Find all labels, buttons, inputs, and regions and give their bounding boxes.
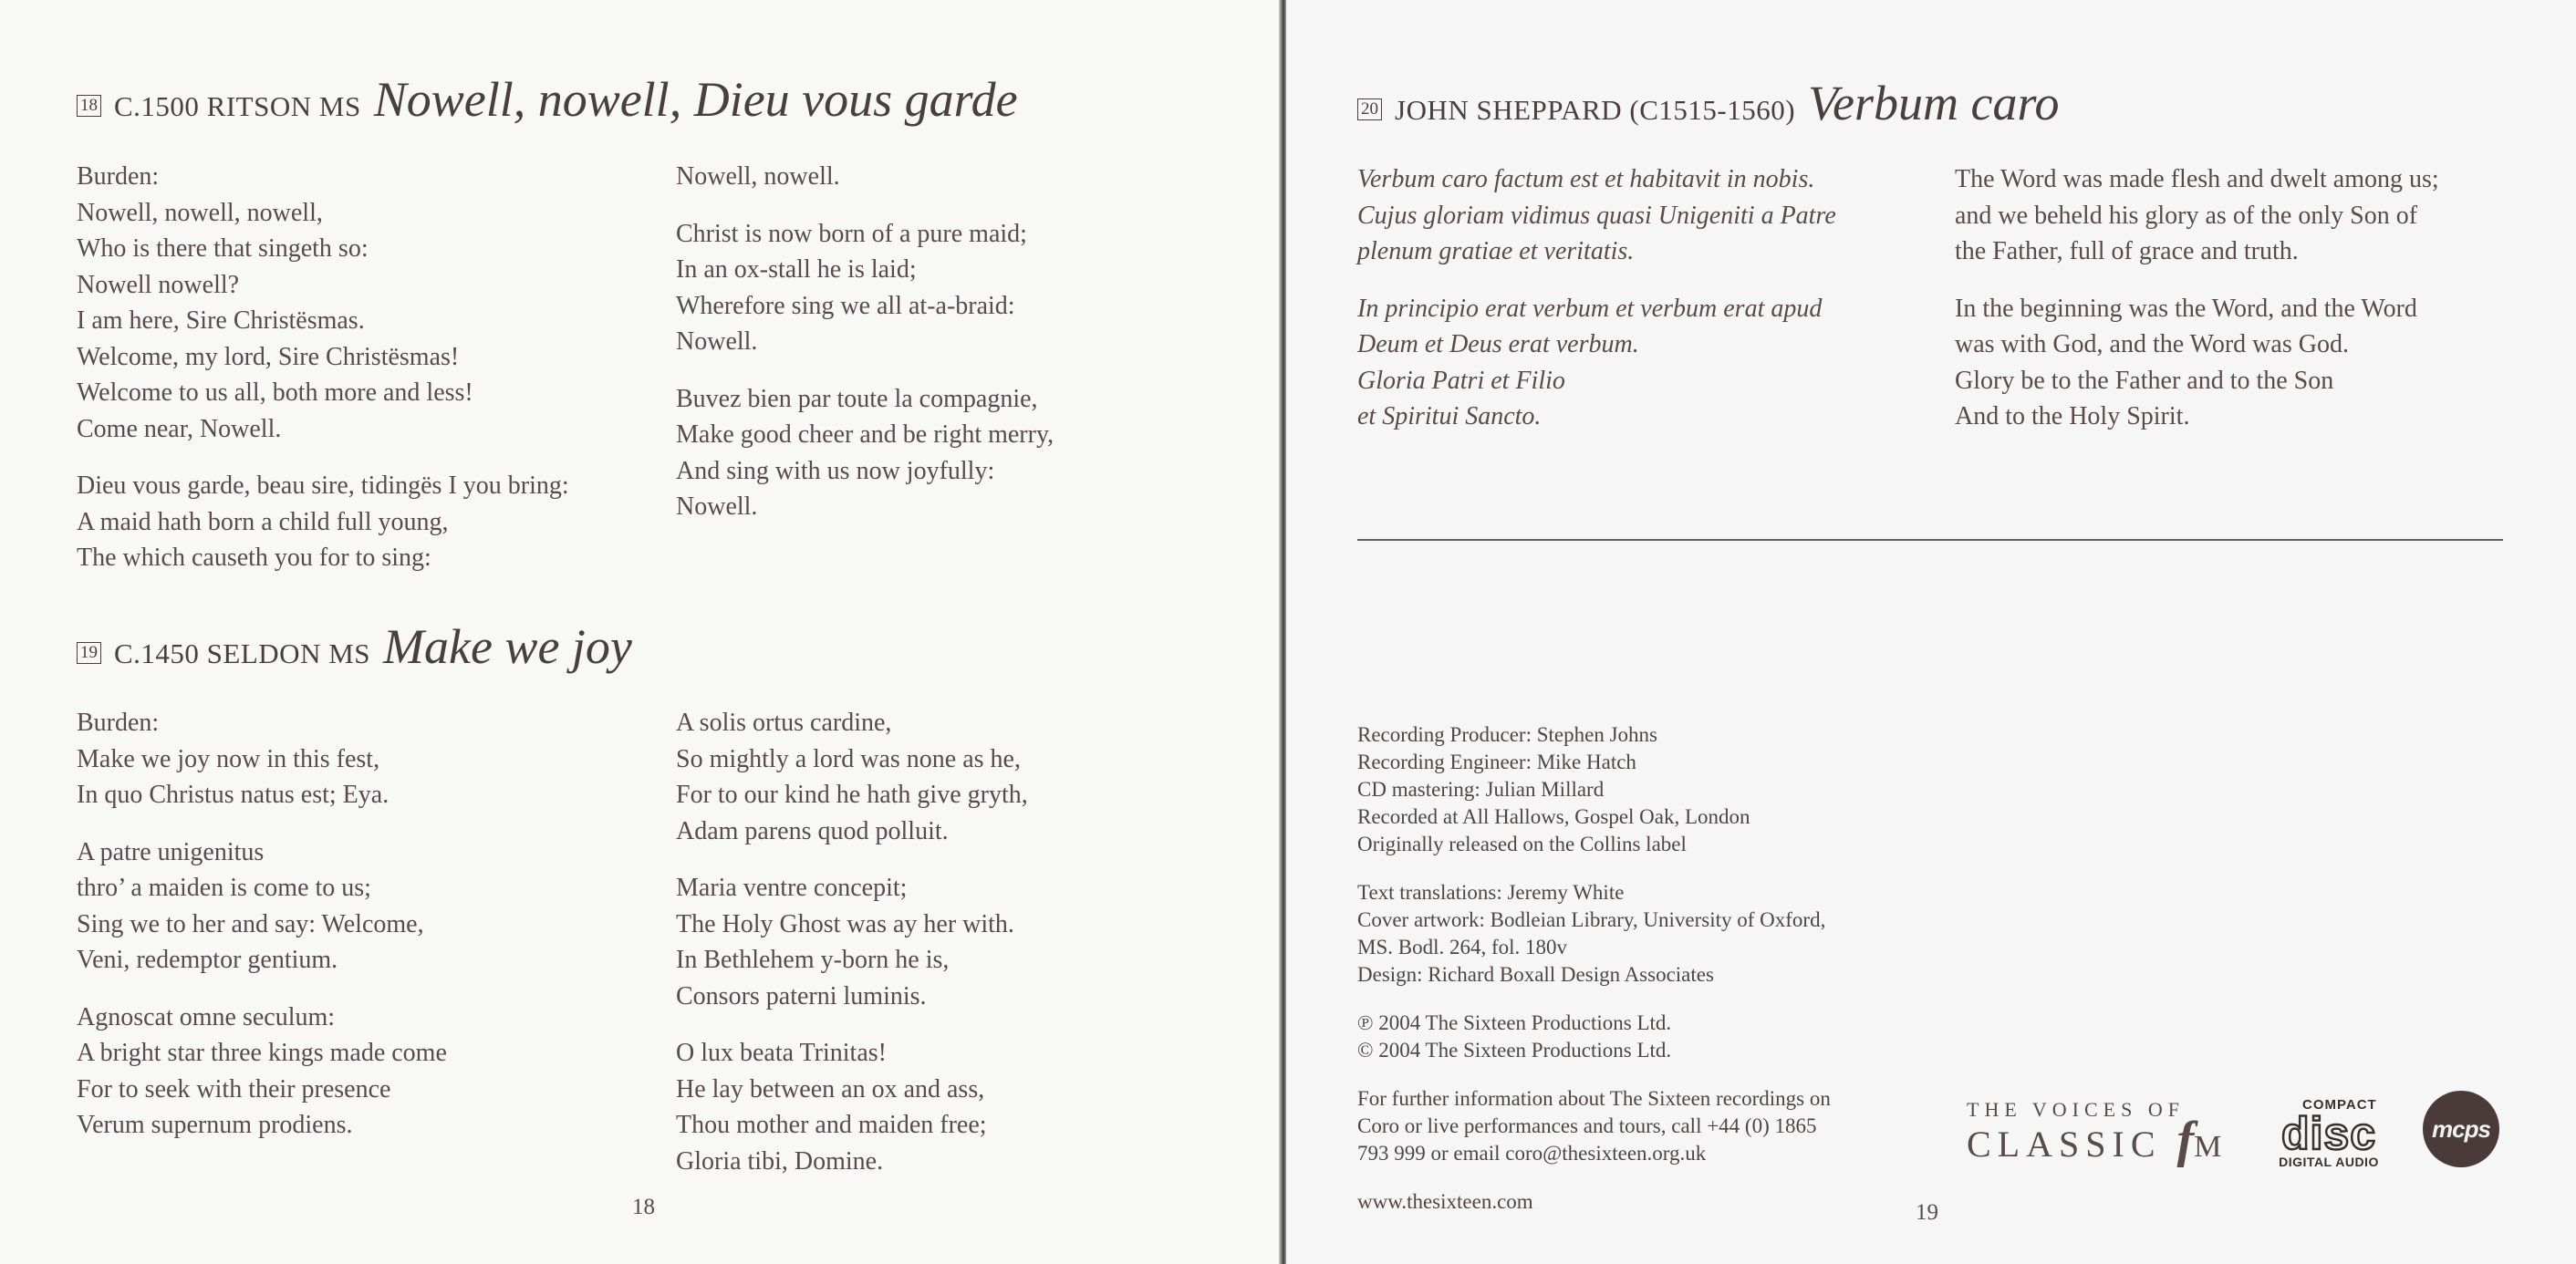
text-line: the Father, full of grace and truth. [1955, 237, 2299, 265]
text-line: Originally released on the Collins label [1357, 833, 1687, 855]
stanza [676, 705, 1028, 849]
stanza [676, 1035, 1028, 1179]
stanza [1357, 721, 1831, 858]
text-line: www.thesixteen.com [1357, 1190, 1533, 1213]
text-line: Buvez bien par toute la compagnie, [676, 384, 1038, 413]
compact-disc-bottom: DIGITAL AUDIO [2279, 1155, 2379, 1169]
text-line: Nowell. [676, 492, 758, 521]
text-line: Dieu vous garde, beau sire, tidingës I you bring: [77, 471, 569, 500]
stanza [1357, 879, 1831, 989]
stanza [1357, 291, 1836, 435]
classic-fm-name: CLASSIC [1967, 1124, 2162, 1165]
classic-fm-logo [1967, 1098, 2221, 1166]
section-19-col-1 [77, 705, 447, 1165]
track-number: 19 [77, 642, 101, 664]
text-line: For to seek with their presence [77, 1074, 391, 1103]
text-line: Burden: [77, 162, 160, 191]
text-line: MS. Bodl. 264, fol. 180v [1357, 936, 1568, 958]
text-line: Gloria tibi, Domine. [676, 1146, 884, 1176]
text-line: ℗ 2004 The Sixteen Productions Ltd. [1357, 1011, 1672, 1034]
text-line: In an ox-stall he is laid; [676, 255, 917, 284]
stanza [1955, 291, 2439, 435]
text-line: Maria ventre concepit; [676, 874, 908, 902]
text-line: Come near, Nowell. [77, 414, 282, 443]
text-line: Burden: [77, 709, 160, 737]
classic-fm-f: f [2176, 1112, 2195, 1168]
text-line: Consors paterni luminis. [676, 981, 927, 1010]
text-line: Who is there that singeth so: [77, 234, 369, 263]
stanza [1357, 1188, 1831, 1216]
text-line: Recording Producer: Stephen Johns [1357, 723, 1657, 746]
text-line: Nowell, nowell, nowell, [77, 198, 323, 227]
mcps-logo [2423, 1091, 2499, 1167]
text-line: Cujus gloriam vidimus quasi Unigeniti a Patre [1357, 201, 1836, 230]
mcps-label: mcps [2432, 1114, 2490, 1143]
text-line: Nowell, nowell. [676, 162, 840, 191]
text-line: Make good cheer and be right merry, [676, 420, 1054, 449]
text-line: Welcome to us all, both more and less! [77, 378, 473, 407]
text-line: In Bethlehem y-born he is, [676, 946, 950, 974]
text-line: Wherefore sing we all at-a-braid: [676, 291, 1015, 320]
text-line: O lux beata Trinitas! [676, 1039, 887, 1067]
text-line: A solis ortus cardine, [676, 709, 892, 737]
stanza [77, 705, 447, 813]
text-line: In quo Christus natus est; Eya. [77, 781, 390, 809]
latin-text [1357, 161, 1836, 456]
text-line: © 2004 The Sixteen Productions Ltd. [1357, 1039, 1672, 1062]
text-line: Gloria Patri et Filio [1357, 366, 1565, 395]
classic-fm-m: M [2194, 1130, 2222, 1164]
text-line: In the beginning was the Word, and the Word [1955, 294, 2417, 323]
text-line: Nowell. [676, 327, 758, 356]
english-translation [1955, 161, 2439, 456]
stanza [676, 216, 1054, 360]
text-line: Glory be to the Father and to the Son [1955, 366, 2334, 395]
text-line: and we beheld his glory as of the only Son of [1955, 201, 2418, 230]
track-number: 20 [1357, 98, 1382, 120]
text-line: I am here, Sire Christësmas. [77, 306, 365, 335]
stanza [77, 1000, 447, 1144]
section-19-col-2 [676, 705, 1028, 1200]
stanza [1357, 1085, 1831, 1167]
stanza [1955, 161, 2439, 270]
page-number: 18 [632, 1195, 655, 1219]
text-line: In principio erat verbum et verbum erat apud [1357, 294, 1823, 323]
text-line: Christ is now born of a pure maid; [676, 219, 1027, 248]
text-line: Deum et Deus erat verbum. [1357, 330, 1639, 358]
page-number: 19 [1916, 1200, 1938, 1225]
section-19-heading [77, 618, 632, 675]
text-line: Coro or live performances and tours, call +44 (0) 1865 [1357, 1114, 1817, 1137]
stanza [77, 834, 447, 979]
compact-disc-main: disc [2280, 1108, 2377, 1159]
text-line: Verum supernum prodiens. [77, 1111, 353, 1139]
text-line: et Spiritui Sancto. [1357, 402, 1542, 430]
section-18-heading [77, 71, 1018, 128]
credits [1357, 721, 1831, 1237]
text-line: Design: Richard Boxall Design Associates [1357, 963, 1714, 986]
text-line: For to our kind he hath give gryth, [676, 781, 1028, 809]
text-line: The Holy Ghost was ay her with. [676, 909, 1014, 938]
section-18-col-1 [77, 159, 569, 597]
section-18-col-2 [676, 159, 1054, 546]
text-line: A patre unigenitus [77, 837, 265, 866]
text-line: Verbum caro factum est et habitavit in nobis. [1357, 165, 1815, 193]
text-line: CD mastering: Julian Millard [1357, 778, 1605, 801]
section-20-heading [1357, 75, 2060, 131]
stanza [77, 159, 569, 447]
section-meta: C.1500 RITSON MS [114, 90, 361, 122]
text-line: For further information about The Sixteen recordings on [1357, 1087, 1831, 1110]
section-title: Make we joy [383, 619, 632, 674]
section-meta: JOHN SHEPPARD (C1515-1560) [1395, 94, 1796, 126]
text-line: The which causeth you for to sing: [77, 544, 431, 572]
stanza [676, 159, 1054, 195]
section-title: Nowell, nowell, Dieu vous garde [373, 72, 1018, 127]
text-line: Adam parens quod polluit. [676, 816, 949, 845]
text-line: Sing we to her and say: Welcome, [77, 909, 424, 938]
text-line: Agnoscat omne seculum: [77, 1002, 336, 1031]
text-line: Cover artwork: Bodleian Library, University of Oxford, [1357, 908, 1826, 931]
text-line: Text translations: Jeremy White [1357, 881, 1625, 904]
text-line: Thou mother and maiden free; [676, 1111, 987, 1139]
text-line: 793 999 or email coro@thesixteen.org.uk [1357, 1142, 1707, 1165]
stanza [1357, 161, 1836, 270]
text-line: Recorded at All Hallows, Gospel Oak, London [1357, 805, 1750, 828]
text-line: Welcome, my lord, Sire Christësmas! [77, 342, 460, 371]
divider-rule [1357, 539, 2503, 541]
text-line: And sing with us now joyfully: [676, 456, 995, 485]
stanza [676, 870, 1028, 1014]
text-line: Make we joy now in this fest, [77, 744, 380, 773]
left-page [0, 0, 1284, 1264]
text-line: He lay between an ox and ass, [676, 1074, 985, 1103]
text-line: plenum gratiae et veritatis. [1357, 237, 1635, 265]
text-line: And to the Holy Spirit. [1955, 402, 2190, 430]
text-line: A maid hath born a child full young, [77, 507, 449, 536]
track-number: 18 [77, 95, 101, 117]
compact-disc-top: COMPACT [2302, 1097, 2377, 1113]
stanza [1357, 1010, 1831, 1064]
text-line: The Word was made flesh and dwelt among us; [1955, 165, 2439, 193]
text-line: Veni, redemptor gentium. [77, 946, 338, 974]
text-line: So mightly a lord was none as he, [676, 744, 1021, 773]
text-line: thro’ a maiden is come to us; [77, 874, 371, 902]
text-line: was with God, and the Word was God. [1955, 330, 2349, 358]
stanza [676, 381, 1054, 525]
section-meta: C.1450 SELDON MS [114, 637, 371, 669]
text-line: Recording Engineer: Mike Hatch [1357, 751, 1636, 773]
compact-disc-logo [2271, 1097, 2386, 1169]
section-title: Verbum caro [1808, 76, 2060, 130]
text-line: Nowell nowell? [77, 270, 240, 299]
text-line: A bright star three kings made come [77, 1039, 447, 1067]
stanza [77, 468, 569, 576]
classic-fm-tagline: THE VOICES OF [1967, 1098, 2185, 1121]
